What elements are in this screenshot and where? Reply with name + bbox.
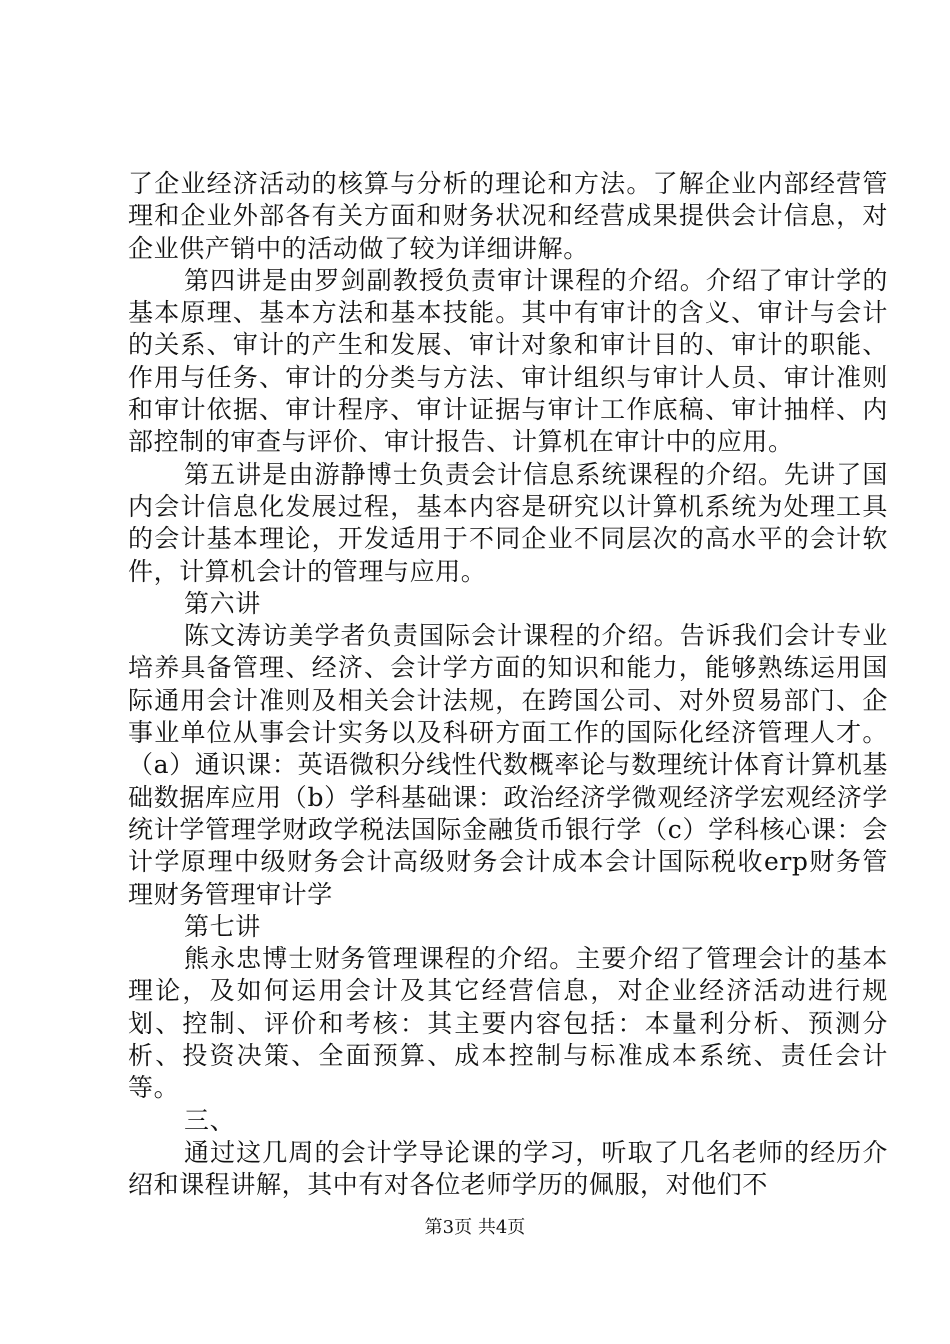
paragraph: 熊永忠博士财务管理课程的介绍。主要介绍了管理会计的基本理论，及如何运用会计及其它经营信息，对企业经济活动进行规划、控制、评价和考核：其主要内容包括：本量利分析、预测分析、投资决策、全面预算、成本控制与标准成本系统、责任会计等。 bbox=[128, 944, 888, 1103]
section-heading: 第六讲 bbox=[184, 588, 261, 618]
paragraph: 第五讲是由游静博士负责会计信息系统课程的介绍。先讲了国内会计信息化发展过程，基本内容是研究以计算机系统为处理工具的会计基本理论，开发适用于不同企业不同层次的高水平的会计软件，计算机会计的管理与应用。 bbox=[128, 459, 888, 586]
paragraph: 了企业经济活动的核算与分析的理论和方法。了解企业内部经营管理和企业外部各有关方面和财务状况和经营成果提供会计信息，对企业供产销中的活动做了较为详细讲解。 bbox=[128, 169, 888, 263]
section-heading: 三、 bbox=[184, 1105, 236, 1135]
paragraph: 通过这几周的会计学导论课的学习，听取了几名老师的经历介绍和课程讲解，其中有对各位老师学历的佩服，对他们不 bbox=[128, 1137, 888, 1200]
paragraph: 陈文涛访美学者负责国际会计课程的介绍。告诉我们会计专业培养具备管理、经济、会计学方面的知识和能力，能够熟练运用国际通用会计准则及相关会计法规，在跨国公司、对外贸易部门、企事业单位从事会计实务以及科研方面工作的国际化经济管理人才。（a）通识课：英语微积分线性代数概率论与数理统计体育计算机基础数据库应用（b）学科基础课：政治经济学微观经济学宏观经济学统计学管理学财政学税法国际金融货币银行学（c）学科核心课：会计学原理中级财务会计高级财务会计成本会计国际税收erp财务管理财务管理审计学 bbox=[128, 621, 888, 909]
page-number: 第3页 共4页 bbox=[424, 1217, 526, 1238]
document-body bbox=[128, 168, 888, 1202]
paragraph: 第四讲是由罗剑副教授负责审计课程的介绍。介绍了审计学的基本原理、基本方法和基本技能。其中有审计的含义、审计与会计的关系、审计的产生和发展、审计对象和审计目的、审计的职能、作用与任务、审计的分类与方法、审计组织与审计人员、审计准则和审计依据、审计程序、审计证据与审计工作底稿、审计抽样、内部控制的审查与评价、审计报告、计算机在审计中的应用。 bbox=[128, 265, 888, 457]
section-heading: 第七讲 bbox=[184, 911, 261, 941]
